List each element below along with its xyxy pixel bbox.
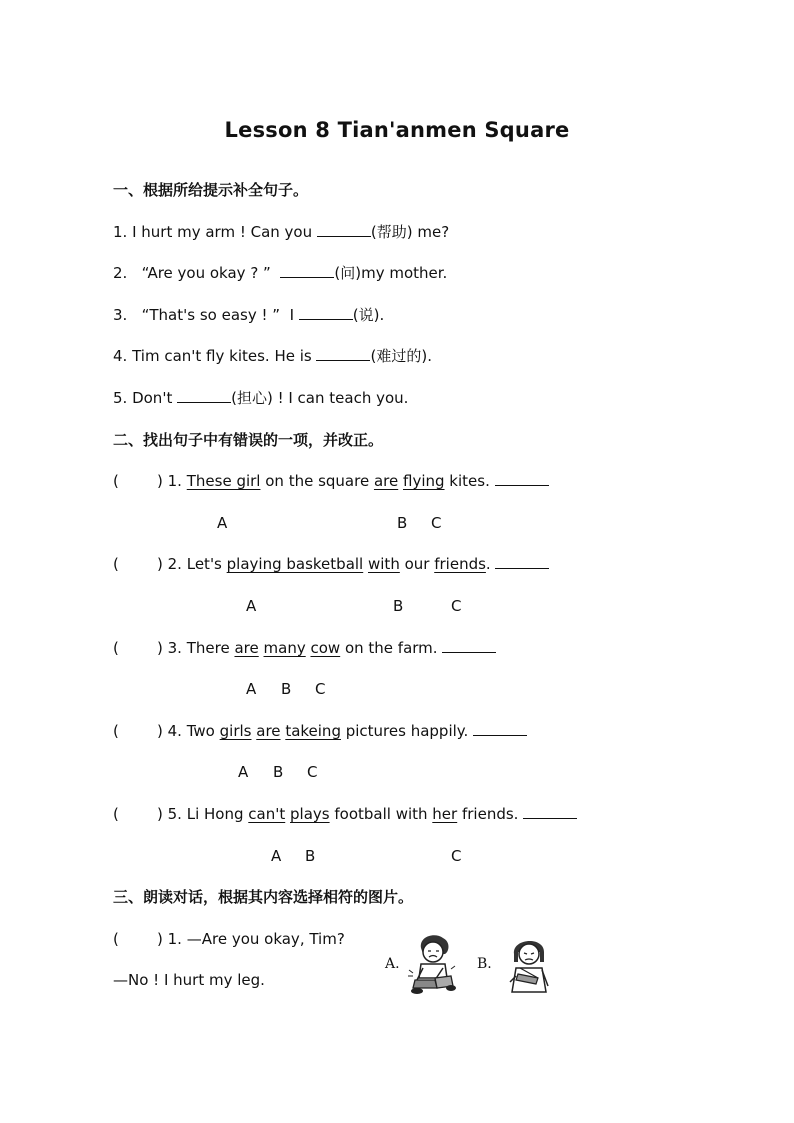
answer-blank[interactable] <box>280 263 334 278</box>
s2-item-5: ( ) 5. Li Hong can't plays football with her friends. <box>113 804 577 824</box>
answer-blank[interactable] <box>177 388 231 403</box>
girl-hurt-arm-picture[interactable] <box>502 932 556 996</box>
option-b-label: B. <box>477 956 492 972</box>
answer-blank[interactable] <box>299 305 353 320</box>
answer-paren[interactable]: ( ) <box>113 472 163 490</box>
s3-item-1-answer: —No ! I hurt my leg. <box>113 971 265 989</box>
section1-heading: 一、根据所给提示补全句子。 <box>113 181 309 199</box>
s2-item-4: ( ) 4. Two girls are takeing pictures happily. <box>113 721 527 741</box>
s1-item-3: 3. “That's so easy ! ” I (说). <box>113 306 385 324</box>
answer-paren[interactable]: ( ) <box>113 930 163 948</box>
s1-item-5: 5. Don't (担心) ! I can teach you. <box>113 389 409 407</box>
option-a-label: A. <box>385 956 400 972</box>
page-title: Lesson 8 Tian'anmen Square <box>224 118 570 142</box>
answer-paren[interactable]: ( ) <box>113 639 163 657</box>
answer-blank[interactable] <box>473 721 527 736</box>
answer-blank[interactable] <box>316 346 370 361</box>
s2-item-3: ( ) 3. There are many cow on the farm. <box>113 638 496 658</box>
section2-heading: 二、找出句子中有错误的一项，并改正。 <box>113 431 384 449</box>
s2-item-1: ( ) 1. These girl on the square are flying kites. <box>113 471 549 491</box>
answer-blank[interactable] <box>523 804 577 819</box>
answer-blank[interactable] <box>317 222 371 237</box>
answer-blank[interactable] <box>495 471 549 486</box>
answer-paren[interactable]: ( ) <box>113 805 163 823</box>
s1-item-2: 2. “Are you okay ? ” (问)my mother. <box>113 264 448 282</box>
s1-item-4: 4. Tim can't fly kites. He is (难过的). <box>113 347 432 365</box>
boy-hurt-leg-picture[interactable] <box>405 930 461 996</box>
section3-heading: 三、朗读对话，根据其内容选择相符的图片。 <box>113 888 414 906</box>
answer-blank[interactable] <box>495 554 549 569</box>
answer-paren[interactable]: ( ) <box>113 722 163 740</box>
s3-item-1-question: ( ) 1. —Are you okay, Tim? <box>113 930 345 948</box>
answer-paren[interactable]: ( ) <box>113 555 163 573</box>
s1-item-1: 1. I hurt my arm ! Can you (帮助) me? <box>113 223 450 241</box>
s2-item-2: ( ) 2. Let's playing basketball with our friends. <box>113 554 549 574</box>
answer-blank[interactable] <box>442 638 496 653</box>
